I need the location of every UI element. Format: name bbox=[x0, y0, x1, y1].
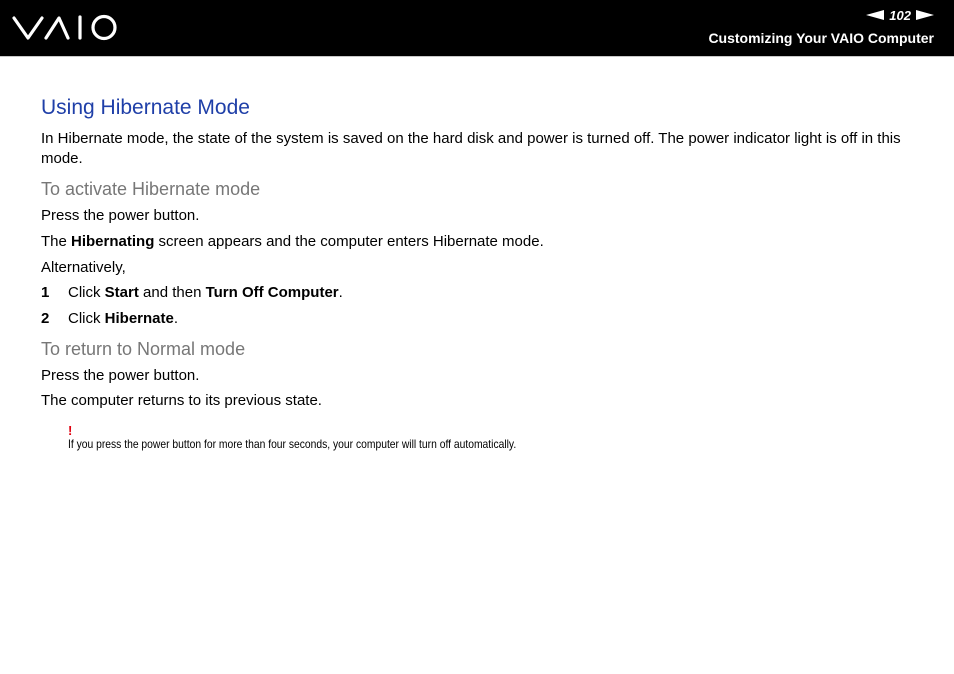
next-page-icon[interactable] bbox=[916, 10, 934, 20]
return-line-1: Press the power button. bbox=[41, 367, 200, 384]
step-item bbox=[41, 309, 921, 329]
page-title: Using Hibernate Mode bbox=[41, 96, 250, 119]
page-number: 102 bbox=[889, 7, 911, 23]
intro-paragraph: In Hibernate mode, the state of the system is saved on the hard disk and power is turned off. The power indicator light is off in this mode. bbox=[41, 130, 901, 167]
page-navigator bbox=[866, 7, 934, 23]
previous-page-icon[interactable] bbox=[866, 10, 884, 20]
page-header bbox=[0, 0, 954, 57]
vaio-logo bbox=[12, 12, 120, 47]
step-number: 2 bbox=[41, 310, 50, 327]
activate-line-3: Alternatively, bbox=[41, 259, 126, 276]
step-item bbox=[41, 283, 921, 303]
activate-line-2: The Hibernating screen appears and the computer enters Hibernate mode. bbox=[41, 233, 544, 250]
section-title: Customizing Your VAIO Computer bbox=[708, 30, 934, 46]
activate-heading: To activate Hibernate mode bbox=[41, 179, 261, 199]
warning-note bbox=[68, 425, 921, 452]
warning-text: If you press the power button for more than four seconds, your computer will turn off automatically. bbox=[68, 437, 517, 451]
activate-line-1: Press the power button. bbox=[41, 207, 200, 224]
return-line-2: The computer returns to its previous state. bbox=[41, 392, 322, 409]
page-content bbox=[41, 94, 921, 452]
step-text: Click Hibernate. bbox=[68, 310, 179, 327]
return-heading: To return to Normal mode bbox=[41, 339, 246, 359]
step-number: 1 bbox=[41, 284, 50, 301]
step-text: Click Start and then Turn Off Computer. bbox=[68, 284, 343, 301]
warning-mark: ! bbox=[68, 423, 73, 438]
